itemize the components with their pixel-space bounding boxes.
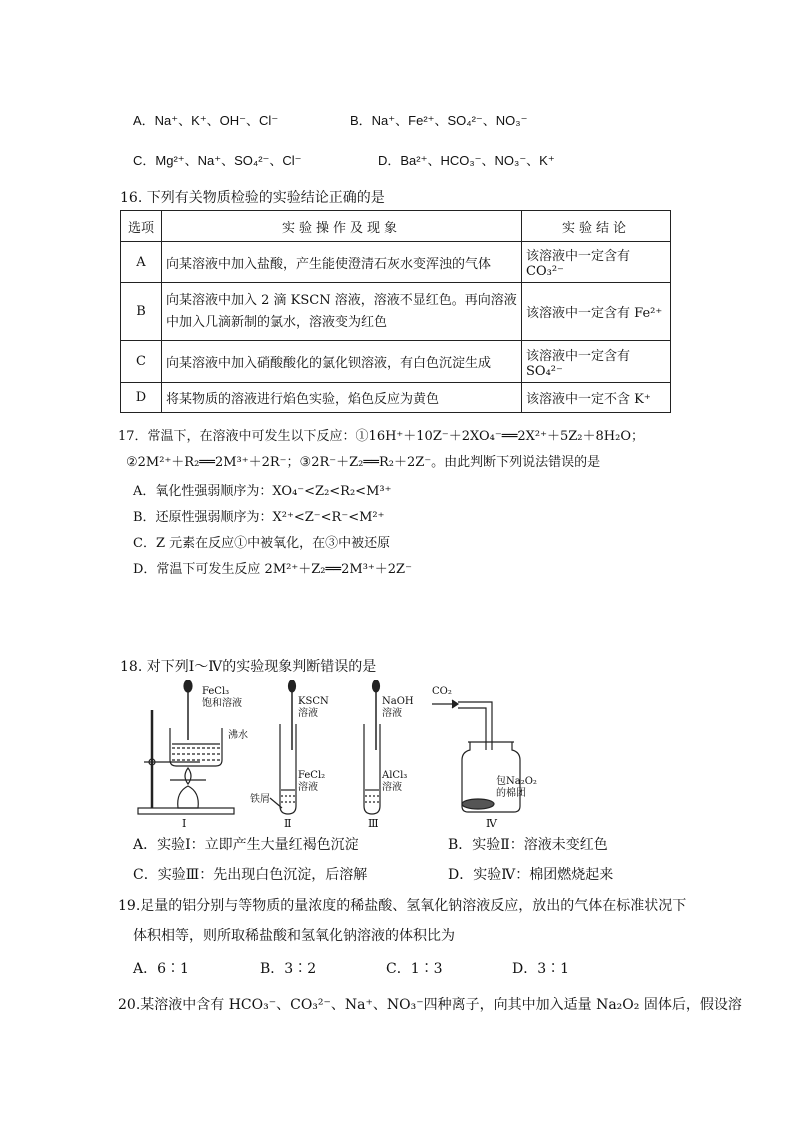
row-conclusion: 该溶液中一定不含 K⁺ — [522, 383, 671, 413]
apparatus-ii — [270, 680, 296, 814]
q19-stem-line1: 19.足量的铝分别与等物质的量浓度的稀盐酸、氢氧化钠溶液反应，放出的气体在标准状况下 — [118, 898, 687, 914]
row-conclusion: 该溶液中一定含有 CO₃²⁻ — [522, 242, 671, 283]
iv-label-1: 包Na₂O₂ — [496, 776, 537, 787]
row-operation: 将某物质的溶液进行焰色实验，焰色反应为黄色 — [162, 383, 522, 413]
iii-number: Ⅲ — [368, 817, 379, 830]
table-header-row — [121, 211, 671, 242]
row-option: D — [121, 383, 162, 413]
header-conclusion: 实验结论 — [522, 211, 671, 242]
ii-reagent-label-1: KSCN — [298, 696, 329, 707]
iv-number: Ⅳ — [486, 817, 497, 830]
q19-option-b: B．3∶2 — [260, 961, 317, 977]
i-reagent-label-1: FeCl₃ — [202, 686, 230, 697]
row-operation: 向某溶液中加入 2 滴 KSCN 溶液，溶液不显红色。再向溶液中加入几滴新制的氯水，溶液变为红色 — [162, 283, 522, 341]
iii-reagent-label-2: 溶液 — [382, 708, 402, 719]
iv-label-2: 的棉团 — [496, 788, 526, 799]
iii-solution-label-1: AlCl₃ — [382, 770, 408, 781]
row-option: A — [121, 242, 162, 283]
q18-option-a: A．实验Ⅰ：立即产生大量红褐色沉淀 — [133, 837, 359, 853]
table-row — [121, 242, 671, 283]
i-number: Ⅰ — [182, 817, 187, 830]
q19-option-d: D．3∶1 — [512, 961, 570, 977]
ii-solution-label-2: 溶液 — [298, 782, 318, 793]
q18-option-b: B．实验Ⅱ：溶液未变红色 — [448, 837, 608, 853]
q16-stem: 16. 下列有关物质检验的实验结论正确的是 — [120, 190, 385, 206]
q17-stem-line2: ②2M²⁺＋R₂══2M³⁺＋2R⁻；③2R⁻＋Z₂══R₂＋2Z⁻。由此判断下列说法错误的是 — [126, 455, 601, 470]
q20-stem-line1: 20.某溶液中含有 HCO₃⁻、CO₃²⁻、Na⁺、NO₃⁻四种离子，向其中加入适量 Na₂O₂ 固体后，假设溶 — [118, 997, 742, 1013]
iii-solution-label-2: 溶液 — [382, 782, 402, 793]
q15-option-c: C．Mg²⁺、Na⁺、SO₄²⁻、Cl⁻ — [133, 153, 302, 168]
ii-reagent-label-2: 溶液 — [298, 708, 318, 719]
iii-reagent-label-1: NaOH — [382, 696, 414, 707]
i-water-label: 沸水 — [228, 730, 248, 741]
row-operation: 向某溶液中加入盐酸，产生能使澄清石灰水变浑浊的气体 — [162, 242, 522, 283]
q19-option-c: C．1∶3 — [386, 961, 443, 977]
row-option: C — [121, 341, 162, 383]
row-operation: 向某溶液中加入硝酸酸化的氯化钡溶液，有白色沉淀生成 — [162, 341, 522, 383]
q18-option-d: D．实验Ⅳ：棉团燃烧起来 — [448, 867, 614, 883]
q17-option-c: C．Z 元素在反应①中被氧化，在③中被还原 — [133, 536, 391, 551]
i-reagent-label-2: 饱和溶液 — [202, 698, 242, 709]
q15-option-b: B．Na⁺、Fe²⁺、SO₄²⁻、NO₃⁻ — [350, 113, 528, 128]
q18-option-c: C．实验Ⅲ：先出现白色沉淀，后溶解 — [133, 867, 368, 883]
apparatus-iii — [364, 680, 380, 814]
ii-solution-label-1: FeCl₂ — [298, 770, 326, 781]
row-conclusion: 该溶液中一定含有 Fe²⁺ — [522, 283, 671, 341]
q19-option-a: A．6∶1 — [133, 961, 189, 977]
header-option: 选项 — [121, 211, 162, 242]
q15-option-d: D．Ba²⁺、HCO₃⁻、NO₃⁻、K⁺ — [378, 153, 555, 168]
iv-gas-label: CO₂ — [432, 686, 452, 697]
table-row — [121, 283, 671, 341]
ii-number: Ⅱ — [284, 817, 292, 830]
cotton-ball — [462, 799, 494, 809]
q17-option-a: A．氧化性强弱顺序为：XO₄⁻<Z₂<R₂<M³⁺ — [133, 484, 392, 499]
stand-base — [138, 808, 234, 814]
q17-option-d: D．常温下可发生反应 2M²⁺＋Z₂══2M³⁺＋2Z⁻ — [133, 562, 412, 577]
alcohol-lamp — [178, 786, 199, 808]
q19-stem-line2: 体积相等，则所取稀盐酸和氢氧化钠溶液的体积比为 — [133, 928, 455, 944]
q17-option-b: B．还原性强弱顺序为：X²⁺<Z⁻<R⁻<M²⁺ — [133, 510, 385, 525]
header-operation: 实验操作及现象 — [162, 211, 522, 242]
q17-stem-line1: 17．常温下，在溶液中可发生以下反应：①16H⁺＋10Z⁻＋2XO₄⁻══2X²⁺＋5Z₂＋8H₂O； — [118, 429, 644, 444]
q15-option-a: A．Na⁺、K⁺、OH⁻、Cl⁻ — [133, 113, 279, 128]
row-option: B — [121, 283, 162, 341]
q16-table — [120, 210, 671, 413]
ii-iron-label: 铁屑 — [250, 794, 270, 805]
row-conclusion: 该溶液中一定含有 SO₄²⁻ — [522, 341, 671, 383]
q18-stem: 18. 对下列Ⅰ～Ⅳ的实验现象判断错误的是 — [120, 659, 377, 675]
q18-apparatus-figure — [130, 680, 710, 830]
table-row — [121, 383, 671, 413]
table-row — [121, 341, 671, 383]
